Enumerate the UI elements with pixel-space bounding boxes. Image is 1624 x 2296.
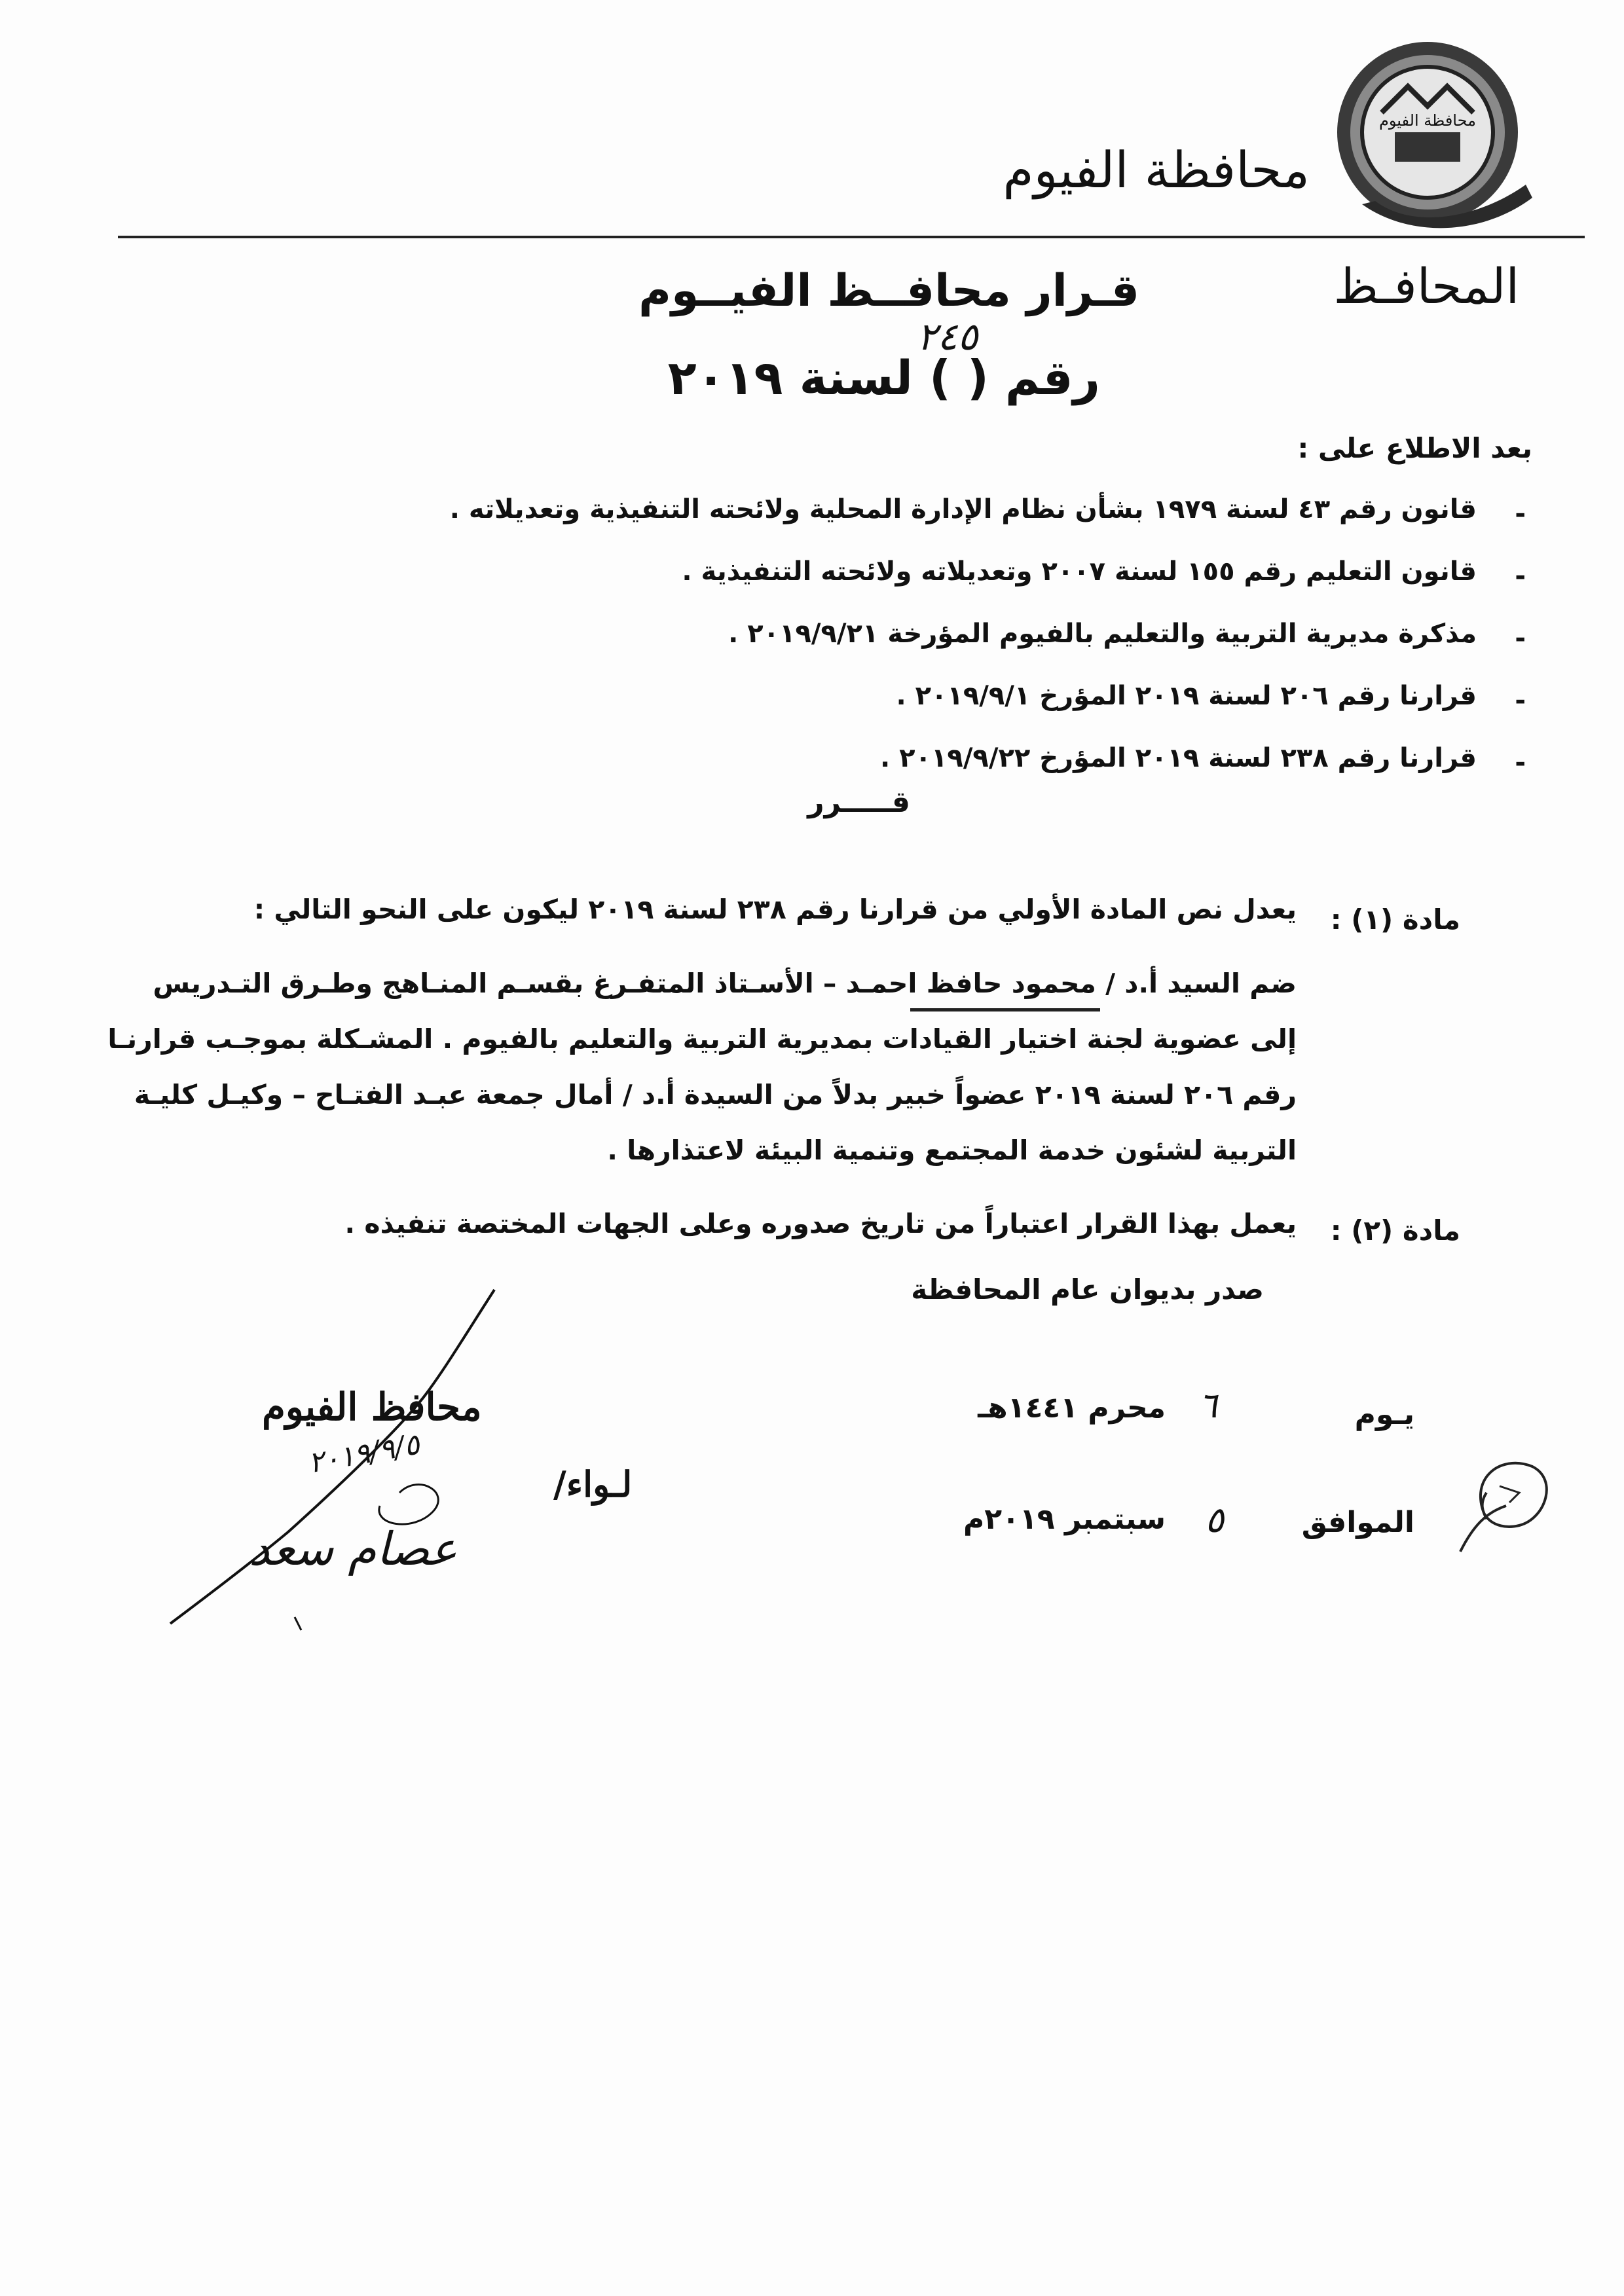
list-bullet: - [1515,623,1526,653]
preamble-intro: بعد الاطلاع على : [1297,432,1532,464]
signatory-rank: لـواء/ [553,1463,633,1505]
article-1-paragraph-line: رقم ٢٠٦ لسنة ٢٠١٩ عضواً خبير بدلاً من السيدة أ.د / أمال جمعة عبـد الفتـاح – وكيـل كليـة [134,1079,1297,1110]
governorate-name: محافظة الفيوم [1003,141,1310,199]
list-bullet: - [1515,561,1526,591]
initials-mark [1447,1427,1565,1558]
list-bullet: - [1515,748,1526,778]
preamble-item: مذكرة مديرية التربية والتعليم بالفيوم المؤرخة ٢٠١٩/٩/٢١ . [728,619,1477,649]
decree-number-line: رقم ( ) لسنة ٢٠١٩ [667,350,1100,405]
corresponding-label: الموافق [1301,1506,1414,1539]
article-1-text: يعدل نص المادة الأولي من قرارنا رقم ٢٣٨ لسنة ٢٠١٩ ليكون على النحو التالي : [253,894,1297,925]
decree-title: قـرار محافــظ الفيــوم [638,265,1139,317]
hijri-date: محرم ١٤٤١هـ [978,1391,1166,1425]
preamble-item: قرارنا رقم ٢٠٦ لسنة ٢٠١٩ المؤرخ ٢٠١٩/٩/١ . [896,681,1477,711]
article-1-paragraph-line: ضم السيد أ.د / محمود حافظ احمـد – الأسـتاذ المتفـرغ بقسـم المنـاهج وطـرق التـدريس [153,968,1297,999]
gregorian-day-handwritten: ٥ [1205,1499,1225,1540]
office-label: المحافـظ [1333,259,1519,315]
list-bullet: - [1515,499,1526,529]
article-1-paragraph-line: التربية لشئون خدمة المجتمع وتنمية البيئة لاعتذارها . [607,1135,1297,1166]
signatory-title: محافظ الفيوم [262,1385,482,1429]
signature-handwritten-date: ٢٠١٩/٩/٥ [305,1427,422,1480]
decree-number-handwritten: ٢٤٥ [917,314,978,359]
header-divider [118,236,1585,238]
article-1-paragraph-line: إلى عضوية لجنة اختيار القيادات بمديرية التربية والتعليم بالفيوم . المشـكلة بموجـب قرارنـا [107,1023,1297,1055]
list-bullet: - [1515,685,1526,716]
governorate-seal [1336,34,1532,230]
preamble-item: قرارنا رقم ٢٣٨ لسنة ٢٠١٩ المؤرخ ٢٠١٩/٩/٢٢ . [880,743,1477,773]
article-1-label: مادة (١) : [1330,903,1460,936]
article-2-text: يعمل بهذا القرار اعتباراً من تاريخ صدوره وعلى الجهات المختصة تنفيذه . [344,1208,1297,1239]
preamble-item: قانون التعليم رقم ١٥٥ لسنة ٢٠٠٧ وتعديلاته ولائحته التنفيذية . [682,556,1477,587]
name-underline [910,1008,1100,1011]
svg-text:محافظة الفيوم: محافظة الفيوم [1379,111,1476,130]
decided-heading: قـــــرر [807,786,910,819]
signature-stroke [157,1277,747,1683]
article-2-label: مادة (٢) : [1330,1214,1460,1247]
day-label: يـوم [1354,1398,1414,1431]
signatory-name: عصام سعد [249,1522,458,1576]
day-handwritten: ٦ [1198,1385,1218,1426]
preamble-item: قانون رقم ٤٣ لسنة ١٩٧٩ بشأن نظام الإدارة المحلية ولائحته التنفيذية وتعديلاته . [449,494,1477,524]
gregorian-date: سبتمبر ٢٠١٩م [963,1503,1166,1536]
issued-at: صدر بديوان عام المحافظة [911,1273,1264,1305]
